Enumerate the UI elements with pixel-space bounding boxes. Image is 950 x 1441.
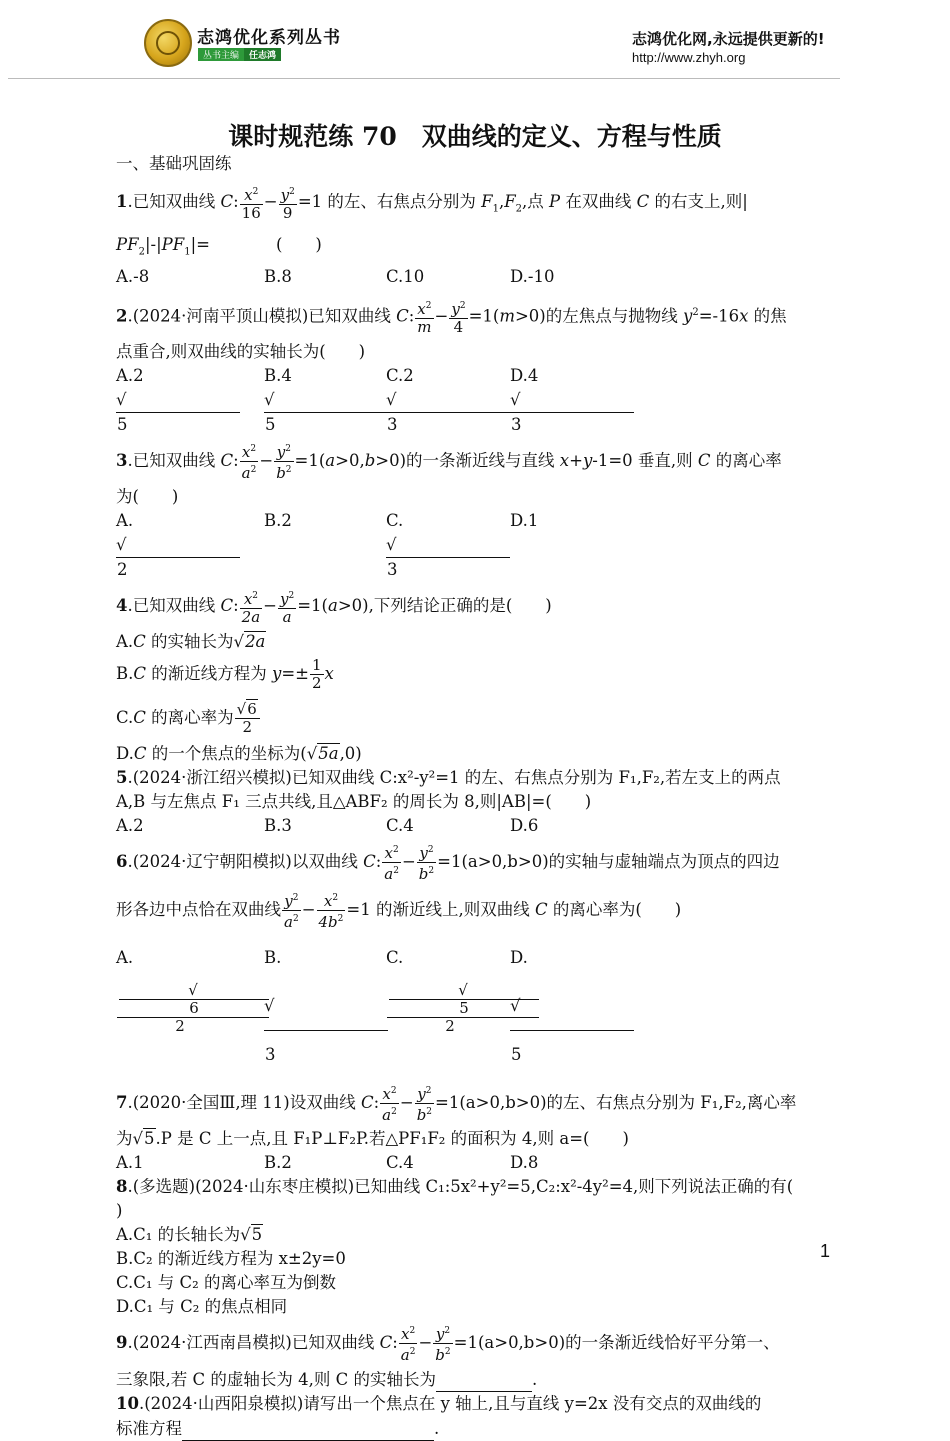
page-header [0, 0, 950, 82]
fraction: $\frac{√6}{2}$ [235, 701, 260, 736]
fraction: $\frac{y^2}{b^2}$ [418, 844, 435, 884]
fraction: $\frac{x^2}{16}$ [241, 185, 261, 222]
question-7-options [116, 1151, 836, 1175]
question-6-options [116, 934, 836, 1079]
fraction: $\frac{x^2}{a^2}$ [384, 844, 399, 884]
option-d[interactable]: D.C 的一个焦点的坐标为(√5a,0) [116, 744, 362, 764]
option-c[interactable]: C.4 [386, 1153, 414, 1173]
question-3-line-2: 为( ) [116, 487, 179, 507]
question-9-line-2: 三象限,若 C 的虚轴长为 4,则 C 的实轴长为 . [116, 1367, 836, 1392]
option-c[interactable]: C. √ 3 [386, 509, 510, 582]
option-b[interactable]: B.3 [264, 816, 292, 836]
option-c[interactable]: C.2 √ 3 [386, 364, 510, 437]
question-9: 9.(2024·江西南昌模拟)已知双曲线 C: $\frac{x^2}{a^2}$ − $\frac{y^2}{b^2}$ =1(a>0,b>0)的一条渐近线恰好平分第一、 [116, 1325, 780, 1365]
fraction: $\frac{x^2}{m}$ [417, 299, 432, 336]
fraction: $\frac{y^2}{a}$ [280, 589, 295, 626]
option-c[interactable]: C.4 [386, 816, 414, 836]
question-1-line-2: $PF_2|-|PF_1|=$ ( ) [116, 235, 322, 258]
question-7: 7.(2020·全国Ⅲ,理 11)设双曲线 C: $\frac{x^2}{a^2}$ − $\frac{y^2}{b^2}$ =1(a>0,b>0)的左、右焦点分别为 F₁,F₂,离心率 [116, 1085, 797, 1125]
fraction: $\frac{x^2}{2a}$ [241, 589, 261, 626]
brand-editor-name: 任志鸿 [244, 48, 281, 61]
option-b[interactable]: B.C₂ 的渐近线方程为 x±2y=0 [116, 1249, 346, 1269]
page-title: 课时规范练 70 双曲线的定义、方程与性质 [228, 122, 722, 151]
fraction: $\frac{y^2}{b^2}$ [435, 1325, 451, 1365]
question-10: 10.(2024·山西阳泉模拟)请写出一个焦点在 y 轴上,且与直线 y=2x 没有交点的双曲线的 [116, 1394, 762, 1414]
fraction: $\frac{y^2}{b^2}$ [276, 443, 292, 483]
site-url[interactable]: http://www.zhyh.org [632, 50, 746, 65]
answer-blank[interactable] [182, 1416, 434, 1441]
question-1-options [116, 265, 836, 289]
option-a[interactable]: A.-8 [116, 266, 150, 286]
option-a[interactable]: A. √ 6 2 [116, 934, 264, 1079]
option-b[interactable]: B.8 [264, 266, 292, 286]
option-b[interactable]: B.2 [264, 511, 292, 531]
option-d[interactable]: D.-10 [510, 266, 555, 286]
question-2: 2.(2024·河南平顶山模拟)已知双曲线 C: $\frac{x^2}{m}$ − $\frac{y^2}{4}$ =1(m>0)的左焦点与抛物线 $y^2=-16x$ 的焦 [116, 299, 787, 336]
section-heading: 一、基础巩固练 [116, 154, 232, 173]
question-8-line-2: ) [116, 1201, 123, 1221]
option-a[interactable]: A.2 [116, 816, 144, 836]
question-4: 4.已知双曲线 C: $\frac{x^2}{2a}$ − $\frac{y^2}{a}$ =1(a>0),下列结论正确的是( ) [116, 589, 552, 626]
option-d[interactable]: D.1 [510, 511, 539, 531]
option-d[interactable]: D.4 √ 3 [510, 364, 658, 437]
brand-logo-icon [144, 19, 192, 67]
header-divider [8, 78, 840, 79]
option-d[interactable]: D.6 [510, 816, 539, 836]
question-1: 1.已知双曲线 C: $\frac{x^2}{16}$ − $\frac{y^2}{9}$ =1 的左、右焦点分别为 $F_1,F_2$,点 P 在双曲线 C 的右支上,则| [116, 185, 748, 222]
fraction: $\frac{x^2}{4b^2}$ [318, 892, 344, 932]
question-5-line-2: A,B 与左焦点 F₁ 三点共线,且△ABF₂ 的周长为 8,则|AB|=( ) [116, 792, 592, 812]
fraction: $\frac{y^2}{4}$ [451, 299, 466, 336]
question-3: 3.已知双曲线 C: $\frac{x^2}{a^2}$ − $\frac{y^2}{b^2}$ =1(a>0,b>0)的一条渐近线与直线 x+y-1=0 垂直,则 C 的离心率 [116, 443, 782, 483]
question-8: 8.(多选题)(2024·山东枣庄模拟)已知曲线 C₁:5x²+y²=5,C₂:x²-4y²=4,则下列说法正确的有( [116, 1177, 794, 1197]
option-d[interactable]: D.8 [510, 1153, 539, 1173]
fraction: $\frac{y^2}{a^2}$ [284, 892, 299, 932]
question-5-options [116, 814, 836, 838]
option-c[interactable]: C.C₁ 与 C₂ 的离心率互为倒数 [116, 1273, 336, 1293]
question-10-line-2: 标准方程 . [116, 1416, 836, 1441]
question-7-line-2: 为√5.P 是 C 上一点,且 F₁P⊥F₂P.若△PF₁F₂ 的面积为 4,则 a=( ) [116, 1129, 629, 1149]
option-d[interactable]: D. √ 5 [510, 934, 658, 1079]
option-a[interactable]: A.2 √ 5 [116, 364, 264, 437]
question-2-options [116, 364, 836, 437]
option-a[interactable]: A.1 [116, 1153, 144, 1173]
brand-editor-label: 丛书主编 [198, 48, 244, 61]
fraction: $\frac{x^2}{a^2}$ [241, 443, 257, 483]
option-c[interactable]: C.10 [386, 266, 425, 286]
fraction: $\frac{y^2}{b^2}$ [416, 1085, 433, 1125]
question-6: 6.(2024·辽宁朝阳模拟)以双曲线 C: $\frac{x^2}{a^2}$ − $\frac{y^2}{b^2}$ =1(a>0,b>0)的实轴与虚轴端点为顶点的四边 [116, 844, 780, 884]
option-b[interactable]: B.4 √ 5 [264, 364, 386, 437]
option-c[interactable]: C.C 的离心率为 $\frac{√6}{2}$ [116, 694, 836, 742]
question-5: 5.(2024·浙江绍兴模拟)已知双曲线 C:x²-y²=1 的左、右焦点分别为 F₁,F₂,若左支上的两点 [116, 768, 781, 788]
option-a[interactable]: A.C 的实轴长为√2a [116, 632, 266, 652]
fraction: $\frac{x^2}{a^2}$ [382, 1085, 397, 1125]
answer-blank[interactable] [436, 1367, 532, 1392]
site-slogan: 志鸿优化网,永远提供更新的! [632, 30, 825, 48]
question-3-options [116, 509, 836, 582]
brand-title: 志鸿优化系列丛书 [197, 28, 341, 48]
option-b[interactable]: B. √ 3 [264, 934, 386, 1079]
option-b[interactable]: B.2 [264, 1153, 292, 1173]
option-a[interactable]: A. √ 2 [116, 509, 264, 582]
fraction: $\frac{y^2}{9}$ [280, 185, 295, 222]
exercise-content [116, 152, 836, 1441]
question-2-line-2: 点重合,则双曲线的实轴长为( ) [116, 342, 366, 362]
page-number: 1 [820, 1241, 831, 1261]
fraction: $\frac{1}{2}$ [311, 656, 322, 693]
question-6-line-2: 形各边中点恰在双曲线 $\frac{y^2}{a^2}$ − $\frac{x^2}{4b^2}$ =1 的渐近线上,则双曲线 C 的离心率为( ) [116, 892, 682, 932]
option-a[interactable]: A.C₁ 的长轴长为√5 [116, 1225, 263, 1245]
option-d[interactable]: D.C₁ 与 C₂ 的焦点相同 [116, 1297, 288, 1317]
option-b[interactable]: B.C 的渐近线方程为 y=± $\frac{1}{2}$ x [116, 656, 334, 693]
brand-editor-tag [198, 48, 281, 61]
fraction: $\frac{x^2}{a^2}$ [400, 1325, 416, 1365]
option-c[interactable]: C. √ 5 2 [386, 934, 510, 1079]
